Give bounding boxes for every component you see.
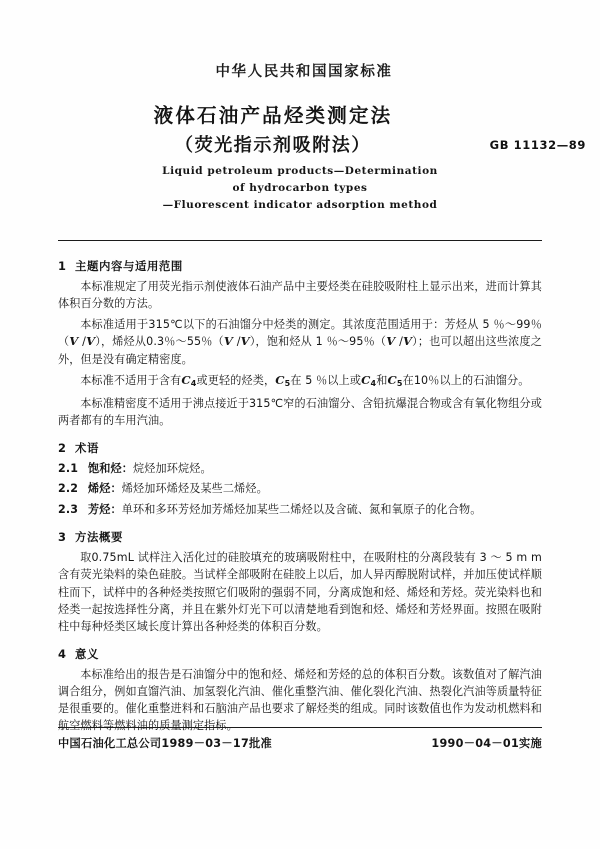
standard-number: GB 11132—89 bbox=[489, 138, 586, 152]
english-title bbox=[0, 163, 600, 214]
section-heading-1 bbox=[58, 258, 542, 274]
section-number-3: 3 bbox=[58, 530, 67, 545]
section-1-paragraph-3: 本标准不适用于含有$C_4$或更轻的烃类，$C_5$在 5 ％以上或$C_4$和$C_5$在10％以上的石油馏分。 bbox=[80, 373, 530, 389]
section-number-4: 4 bbox=[58, 646, 67, 661]
term-number: 2.1 bbox=[58, 461, 79, 475]
section-heading-3 bbox=[58, 529, 542, 545]
english-title-line-2: of hydrocarbon types bbox=[232, 182, 368, 194]
section-heading-4 bbox=[58, 646, 542, 662]
national-standard-label: 中华人民共和国国家标准 bbox=[215, 64, 393, 80]
term-item bbox=[58, 480, 542, 497]
implementation-date: 1990－04－01实施 bbox=[431, 737, 542, 750]
section-1-paragraph-4: 本标准精密度不适用于沸点接近于315℃窄的石油馏分、含铅抗爆混合物或含有氧化物组分或 两者都有的车用汽油。 bbox=[58, 397, 542, 428]
term-item bbox=[58, 501, 542, 518]
document-body bbox=[58, 258, 542, 734]
approval-authority-and-date: 中国石油化工总公司1989－03－17批准 bbox=[58, 737, 273, 750]
footer-divider bbox=[58, 727, 542, 728]
term-definition: 烷烃加环烷烃。 bbox=[132, 461, 212, 475]
page-subtitle: （荧光指示剂吸附法） bbox=[175, 134, 371, 156]
term-number: 2.3 bbox=[58, 503, 79, 517]
english-title-line-3: —Fluorescent indicator adsorption method bbox=[162, 199, 438, 211]
term-number: 2.2 bbox=[58, 482, 79, 496]
english-title-line-1: Liquid petroleum products—Determination bbox=[162, 165, 438, 177]
section-title-2: 术语 bbox=[75, 441, 99, 456]
section-number-2: 2 bbox=[58, 441, 67, 456]
section-title-1: 主题内容与适用范围 bbox=[75, 259, 183, 273]
page-title: 液体石油产品烃类测定法 bbox=[153, 104, 393, 127]
header-divider bbox=[58, 240, 542, 241]
section-title-4: 意义 bbox=[75, 646, 99, 661]
term-name: 烯烃： bbox=[88, 482, 122, 496]
section-heading-2 bbox=[58, 440, 542, 456]
section-number-1: 1 bbox=[58, 259, 67, 273]
section-3-paragraph-1: 取0.75mL 试样注入活化过的硅胶填充的玻璃吸附柱中，在吸附柱的分离段装有 3 ～ 5 m m 含有荧光染料的染色硅胶。当试样全部吸附在硅胶上以后，加人异丙醇脱附试样，并加压使试样顺柱而下，试样中的各种烃类按照它们吸附的强弱不同，分离成饱和烃、烯烃和芳烃。荧光染料也和烃类一起按选择性分离，并且在紫外灯光下可以清楚地看到饱和烃、烯烃和芳烃界面。按照在吸附柱中每种烃类区域长度计算出各种烃类的体积百分数。 bbox=[58, 551, 542, 633]
section-4-paragraph-1: 本标准给出的报告是石油馏分中的饱和烃、烯烃和芳烃的总的体积百分数。该数值对了解汽油调合组分，例如直馏汽油、加氢裂化汽油、催化重整汽油、催化裂化汽油、热裂化汽油等质量特征是很重要的。催化重整进料和石脑油产品也要求了解烃类的组成。同时该数值也作为发动机燃料和航空燃料等燃料油的质量测定指标。 bbox=[58, 667, 542, 733]
term-definition: 单环和多环芳烃加芳烯烃加某些二烯烃以及含硫、氮和氧原子的化合物。 bbox=[121, 503, 482, 517]
section-title-3: 方法概要 bbox=[75, 530, 123, 545]
section-1-paragraph-1: 本标准规定了用荧光指示剂使液体石油产品中主要烃类在硅胶吸附柱上显示出来，进而计算其体积百分数的方法。 bbox=[58, 280, 542, 311]
term-item bbox=[58, 460, 542, 477]
section-1-paragraph-2: 本标准适用于315℃以下的石油馏分中烃类的测定。其浓度范围适用于：芳烃从 5 ％～99％（V /V），烯烃从0.3％～55％（V /V），饱和烃从 1 ％～95％（V /V）；也可以超出这些浓度之外，但是没有确定精密度。 bbox=[58, 318, 542, 367]
term-name: 饱和烃： bbox=[88, 461, 133, 475]
term-name: 芳烃： bbox=[88, 503, 122, 517]
document-footer bbox=[58, 735, 542, 751]
term-definition: 烯烃加环烯烃及某些二烯烃。 bbox=[121, 482, 268, 496]
document-header bbox=[0, 60, 600, 81]
